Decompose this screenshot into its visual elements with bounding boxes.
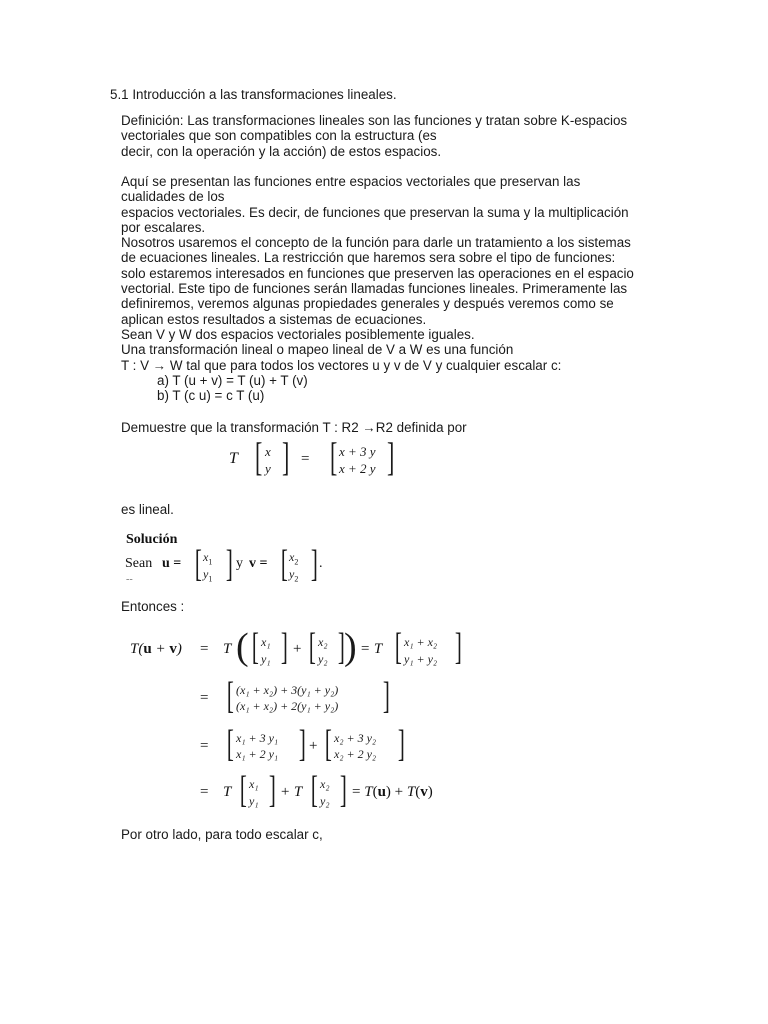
plus-T: + T [280,784,303,800]
matrix-entry: y₂ [320,794,330,808]
matrix-entry: $x_2$ [289,550,299,567]
equals-T: = T [360,641,383,657]
equals-sign: = [200,690,209,706]
left-bracket: [ [251,626,259,668]
result-expression: = T(u) + T(v) [352,784,433,800]
lhs-expression: T(u + v) [130,641,182,657]
matrix-entry: $x_1$ [203,550,213,567]
plus-sign: + [293,641,302,657]
period: . [319,556,323,571]
left-bracket: [ [329,434,338,479]
matrix-entry: $y_2$ [289,567,299,584]
text-line: es lineal. [121,502,174,517]
text-line: solo estaremos interesados en funciones que preserven las operaciones en el espacio [121,266,634,281]
y-word: y [236,556,243,571]
matrix-entry: x₁ + 3 y₁ [236,731,279,745]
text-line: aplican estos resultados a sistemas de ecuaciones. [121,312,427,327]
u-vector-label: u = [162,556,182,571]
left-bracket: [ [226,675,234,717]
equals-sign: = [200,641,209,657]
matrix-entry: x₂ [320,777,330,791]
matrix-entry: x₁ + 2 y₁ [236,747,279,761]
right-bracket: ] [310,543,318,585]
left-bracket: [ [280,543,288,585]
text-line: Sean V y W dos espacios vectoriales posiblemente iguales. [121,327,475,342]
solution-title: Solución [126,532,178,547]
left-bracket: [ [324,723,332,765]
right-bracket: ] [298,723,306,765]
matrix-entry: x + 2 y [339,461,376,476]
text-line: definiremos, veremos algunas propiedades generales y después veremos como se [121,296,614,311]
left-bracket: [ [310,769,318,811]
text-line: Por otro lado, para todo escalar c, [121,827,323,842]
right-bracket: ] [454,626,462,668]
matrix-entry: (x₁ + x₂) + 3(y₁ + y₂) [236,683,339,697]
right-bracket: ] [281,434,290,479]
left-bracket: [ [239,769,247,811]
matrix-entry: y₁ + y₂ [404,652,438,666]
paren-right: ) [344,626,357,668]
text-line: Nosotros usaremos el concepto de la función para darle un tratamiento a los sistemas [121,235,631,250]
matrix-entry: x + 3 y [339,444,376,459]
v-vector-label: v = [249,556,268,571]
text-line: Aquí se presentan las funciones entre espacios vectoriales que preservan las [121,174,581,189]
equals-sign: = [200,738,209,754]
text-line: Definición: Las transformaciones lineales son las funciones y tratan sobre K-espacios [121,113,628,128]
right-bracket: ] [382,675,390,717]
text-line: Entonces : [121,599,185,614]
matrix-entry: y₁ [261,652,271,666]
text-line: Una transformación lineal o mapeo lineal de V a W es una función [121,342,514,357]
right-bracket: ] [386,434,395,479]
T-symbol: T [223,641,232,657]
matrix-entry: (x₁ + x₂) + 2(y₁ + y₂) [236,699,339,713]
text-line: decir, con la operación y la acción) de estos espacios. [121,144,442,159]
matrix-entry: y₂ [318,652,328,666]
property-b: b) T (c u) = c T (u) [157,388,265,403]
left-bracket: [ [308,626,316,668]
right-bracket: ] [339,769,347,811]
matrix-entry: x₂ + 2 y₂ [334,747,377,761]
T-symbol: T [229,450,238,467]
right-bracket: ] [280,626,288,668]
text-line: cualidades de los [121,189,225,204]
left-bracket: [ [226,723,234,765]
T-symbol: T [223,784,232,800]
plus-sign: + [309,738,318,754]
property-a: a) T (u + v) = T (u) + T (v) [157,373,308,388]
exercise-statement: Demuestre que la transformación T : R2 →R2 definida por [121,420,467,435]
matrix-entry-x: x [265,444,271,459]
matrix-entry: x₂ [318,635,328,649]
matrix-entry: $y_1$ [203,567,213,584]
section-heading: 5.1 Introducción a las transformaciones lineales. [110,87,397,102]
text-line: vectoriales que son compatibles con la estructura (es [121,128,437,143]
equals-sign: = [301,451,310,467]
equals-sign: = [200,784,209,800]
matrix-entry: y₁ [249,794,259,808]
text-line: espacios vectoriales. Es decir, de funciones que preservan la suma y la multiplicación [121,205,629,220]
left-bracket: [ [194,543,202,585]
text-line: por escalares. [121,220,206,235]
matrix-entry: x₁ + x₂ [404,635,438,649]
left-bracket: [ [394,626,402,668]
right-bracket: ] [397,723,405,765]
left-bracket: [ [254,434,263,479]
sean-word: Sean [125,556,153,571]
paren-left: ( [236,626,249,668]
matrix-entry: x₂ + 3 y₂ [334,731,377,745]
matrix-entry: x₁ [249,777,259,791]
right-bracket: ] [225,543,233,585]
text-line: T : V → W tal que para todos los vectores u y v de V y cualquier escalar c: [121,358,562,373]
matrix-entry-y: y [265,461,271,476]
matrix-entry: x₁ [261,635,271,649]
text-line: vectorial. Este tipo de funciones serán llamadas funciones lineales. Primeramente las [121,281,628,296]
right-bracket: ] [337,626,345,668]
text-line: de ecuaciones lineales. La restricción que haremos sera sobre el tipo de funciones: [121,250,616,265]
right-bracket: ] [268,769,276,811]
dash-mark: -- [126,574,133,585]
